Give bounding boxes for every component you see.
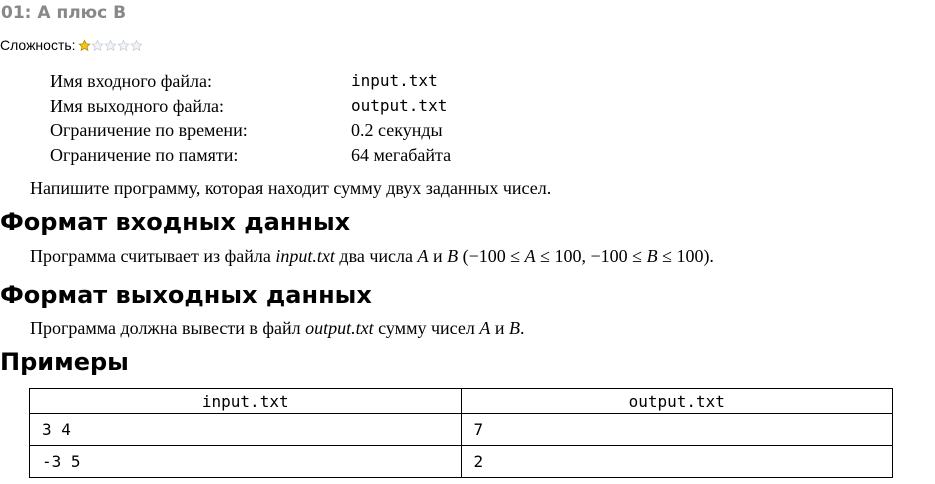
- text-fragment: два числа: [334, 246, 418, 266]
- column-header-input: input.txt: [30, 389, 462, 414]
- difficulty: [0, 37, 143, 53]
- limit-label: Имя входного файла:: [50, 71, 212, 91]
- text-fragment: ≤ 100).: [657, 246, 714, 266]
- star-empty-icon: [130, 39, 143, 52]
- variable-a: A: [524, 246, 536, 266]
- column-header-output: output.txt: [461, 389, 893, 414]
- limit-value: input.txt: [351, 71, 438, 90]
- limit-label: Ограничение по времени:: [50, 120, 248, 140]
- text-fragment: сумму чисел: [373, 318, 480, 338]
- limit-value: 64 мегабайта: [351, 144, 452, 165]
- variable-b: B: [508, 318, 520, 338]
- text-fragment: и: [428, 246, 448, 266]
- input-file-name: input.txt: [275, 246, 335, 266]
- limit-label: Имя выходного файла:: [50, 95, 225, 116]
- difficulty-label: Сложность:: [0, 37, 76, 53]
- examples-heading: Примеры: [0, 348, 129, 376]
- text-fragment: .: [519, 318, 525, 338]
- text-fragment: и: [490, 318, 509, 338]
- examples-table: [29, 388, 893, 478]
- example-input-cell: -3 5: [30, 446, 462, 478]
- star-empty-icon: [104, 39, 117, 52]
- difficulty-stars: [78, 39, 143, 52]
- star-empty-icon: [117, 39, 130, 52]
- problem-statement: Напишите программу, которая находит сумму двух заданных чисел.: [30, 178, 552, 198]
- variable-b: B: [447, 246, 459, 266]
- text-fragment: (−100 ≤: [458, 246, 525, 266]
- input-format-text: [30, 246, 714, 267]
- problem-title: 01: A плюс B: [1, 3, 127, 23]
- limit-value: 0.2 секунды: [351, 120, 443, 140]
- limit-label: Ограничение по памяти:: [50, 144, 239, 165]
- example-input-cell: 3 4: [30, 414, 462, 446]
- variable-a: A: [417, 246, 429, 266]
- variable-b: B: [646, 246, 658, 266]
- output-format-heading: Формат выходных данных: [0, 281, 372, 309]
- limit-value: output.txt: [351, 95, 448, 115]
- output-file-name: output.txt: [305, 318, 374, 338]
- variable-a: A: [479, 318, 491, 338]
- input-format-heading: Формат входных данных: [0, 208, 351, 236]
- examples-header-row: [30, 389, 893, 414]
- star-empty-icon: [91, 39, 104, 52]
- table-row: [30, 446, 893, 478]
- example-output-cell: 7: [461, 414, 893, 446]
- output-format-text: [30, 318, 524, 339]
- text-fragment: Программа считывает из файла: [30, 246, 276, 266]
- text-fragment: ≤ 100, −100 ≤: [535, 246, 647, 266]
- example-output-cell: 2: [461, 446, 893, 478]
- table-row: [30, 414, 893, 446]
- text-fragment: Программа должна вывести в файл: [30, 318, 306, 338]
- star-filled-icon: [78, 39, 91, 52]
